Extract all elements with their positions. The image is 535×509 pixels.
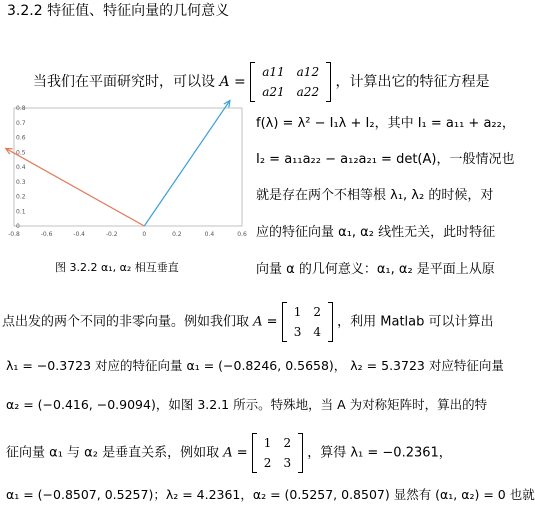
eigenvector-figure <box>8 105 247 240</box>
paragraph-line-1: 当我们在平面研究时，可以设 A = a11 a12 a21 a22 ，计算出它的特征方程是 <box>33 62 490 102</box>
y-tick-label: 0.5 <box>16 149 26 157</box>
x-tick-label: 0.6 <box>237 231 247 238</box>
y-tick-label: 0.6 <box>16 134 26 142</box>
paragraph-line-3: 就是存在两个不相等根 λ₁, λ₂ 的时候，对 <box>256 188 494 203</box>
p1-text-pre: 当我们在平面研究时，可以设 <box>33 74 215 90</box>
x-tick-label: -0.6 <box>40 231 53 238</box>
x-tick-label: -0.4 <box>73 231 86 238</box>
y-tick-label: 0.4 <box>16 164 26 171</box>
x-tick-label: 0.2 <box>172 231 182 238</box>
p3-text-post: ，算得 λ₁ = −0.2361， <box>307 445 452 461</box>
y-tick-label: 0.1 <box>16 208 26 216</box>
paragraph-line-5: 向量 α 的几何意义：α₁, α₂ 是平面上从原 <box>256 262 495 277</box>
paragraph-line-8: α₂ = (−0.416, −0.9094)，如图 3.2.1 所示。特殊地，当 A 为对称矩阵时，算出的特 <box>6 397 488 412</box>
matrix-cell: 1 <box>293 305 302 319</box>
equation-1: f(λ) = λ² − I₁λ + I₂，其中 I₁ = a₁₁ + a₂₂， <box>256 116 515 131</box>
paragraph-line-7: λ₁ = −0.3723 对应的特征向量 α₁ = (−0.8246, 0.5658)， λ₂ = 5.3723 对应特征向量 <box>6 358 504 373</box>
matrix-cell: 4 <box>313 325 321 339</box>
y-tick-label: 0.2 <box>16 193 26 201</box>
paragraph-line-4: 应的特征向量 α₁, α₂ 线性无关，此时特征 <box>256 225 496 240</box>
y-tick-label: 0.8 <box>16 105 26 112</box>
matrix-var: A <box>253 314 263 330</box>
paragraph-line-10: α₁ = (−0.8507, 0.5257)；λ₂ = 4.2361，α₂ = (0.5257, 0.8507) 显然有 (α₁, α₂) = 0 也就 <box>6 487 535 502</box>
matrix-example-2 <box>252 433 303 473</box>
matrix-a <box>250 62 331 102</box>
y-tick-label: 0 <box>16 223 20 230</box>
figure-caption: 图 3.2.2 α₁, α₂ 相互垂直 <box>55 261 179 274</box>
matrix-cell: a12 <box>296 65 320 79</box>
matrix-cell: a21 <box>262 85 285 99</box>
p2-text-pre: 点出发的两个不同的非零向量。例如我们取 <box>2 314 250 330</box>
plot-frame <box>14 108 242 226</box>
x-tick-label: 0.4 <box>204 231 215 238</box>
matrix-var: A <box>223 445 233 461</box>
paragraph-line-9: 征向量 α₁ 与 α₂ 是垂直关系，例如取 A = 1 2 2 3 ，算得 λ₁ = −0.2361， <box>6 433 452 473</box>
matrix-cell: 1 <box>263 436 272 450</box>
p2-text-post: ，利用 Matlab 可以计算出 <box>337 314 494 330</box>
matrix-var: A <box>219 74 230 90</box>
y-tick-label: 0.7 <box>16 119 26 127</box>
matrix-cell: 3 <box>283 456 292 470</box>
matrix-cell: 2 <box>283 436 292 450</box>
matrix-cell: a22 <box>296 85 320 99</box>
p3-text-pre: 征向量 α₁ 与 α₂ 是垂直关系，例如取 <box>6 445 220 461</box>
section-heading: 3.2.2 特征值、特征向量的几何意义 <box>7 3 230 19</box>
x-tick-label: -0.2 <box>105 231 118 238</box>
equation-2: I₂ = a₁₁a₂₂ − a₁₂a₂₁ = det(A)，一般情况也 <box>256 152 515 167</box>
x-tick-label: 0 <box>142 231 147 238</box>
y-tick-label: 0.3 <box>16 178 26 186</box>
matrix-example-1 <box>282 302 333 342</box>
matrix-cell: 3 <box>293 325 302 339</box>
matrix-cell: 2 <box>313 305 321 319</box>
p1-text-post: ，计算出它的特征方程是 <box>335 74 490 90</box>
matrix-cell: 2 <box>263 456 272 470</box>
x-tick-label: -0.8 <box>8 231 20 238</box>
paragraph-line-6: 点出发的两个不同的非零向量。例如我们取 A = 1 2 3 4 ，利用 Matlab 可以计算出 <box>2 302 494 342</box>
matrix-cell: a11 <box>262 65 285 79</box>
